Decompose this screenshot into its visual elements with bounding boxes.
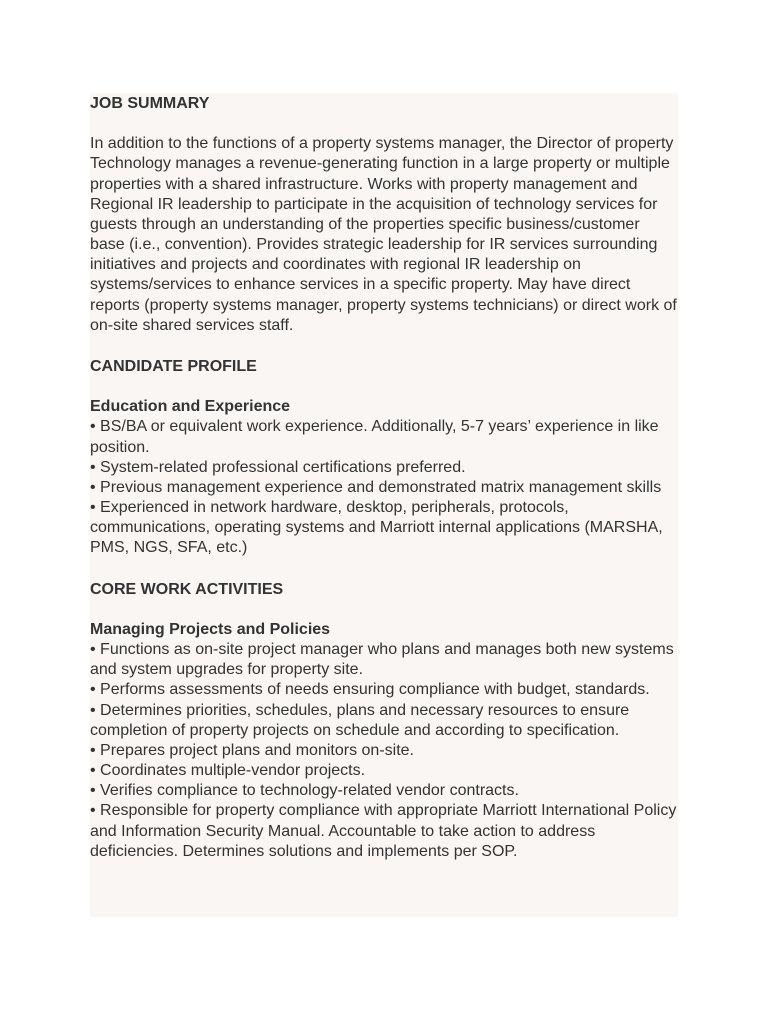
managing-bullet: • Prepares project plans and monitors on-site. xyxy=(90,741,414,759)
spacer xyxy=(90,336,678,356)
job-summary-heading: JOB SUMMARY xyxy=(90,95,210,112)
spacer xyxy=(90,600,678,620)
education-bullet: • Previous management experience and demonstrated matrix management skills xyxy=(90,478,662,496)
managing-bullet: • Performs assessments of needs ensuring compliance with budget, standards. xyxy=(90,681,650,699)
core-work-heading: CORE WORK ACTIVITIES xyxy=(90,580,284,598)
candidate-profile-heading: CANDIDATE PROFILE xyxy=(90,358,257,375)
education-bullet: • Experienced in network hardware, desktop, peripherals, protocols, communications, operating systems and Marriott internal applications (MARSHA, PMS, NGS, SFA, etc.) xyxy=(90,499,663,557)
spacer xyxy=(90,559,678,579)
managing-heading: Managing Projects and Policies xyxy=(90,620,331,638)
managing-bullet: • Functions as on-site project manager who plans and manages both new systems and system upgrades for property site. xyxy=(90,641,674,679)
spacer xyxy=(90,377,678,397)
managing-bullet: • Coordinates multiple-vendor projects. xyxy=(90,762,366,780)
education-heading: Education and Experience xyxy=(90,398,291,416)
education-bullet: • System-related professional certifications preferred. xyxy=(90,458,466,476)
managing-bullet: • Responsible for property compliance with appropriate Marriott International Policy and Information Security Manual. Accountable to take action to address deficiencies. Determines solutions and implements per SOP. xyxy=(90,802,677,860)
managing-bullet: • Determines priorities, schedules, plans and necessary resources to ensure completion of property projects on schedule and according to specification. xyxy=(90,701,630,739)
spacer xyxy=(90,114,678,134)
job-summary-text: In addition to the functions of a property systems manager, the Director of property Technology manages a revenue-generating function in a large property or multiple properties with a shared infrastructure. Works with property management and Regional IR leadership to participate in the acquisition of technology services for guests through an understanding of the properties specific business/customer base (i.e., convention). Provides strategic leadership for IR services surrounding initiatives and projects and coordinates with regional IR leadership on systems/services to enhance services in a specific property. May have direct reports (property systems manager, property systems technicians) or direct work of on-site shared services staff. xyxy=(90,135,677,334)
managing-bullet: • Verifies compliance to technology-related vendor contracts. xyxy=(90,782,519,800)
document-content xyxy=(90,93,678,917)
education-bullet: • BS/BA or equivalent work experience. Additionally, 5-7 years’ experience in like position. xyxy=(90,418,659,456)
